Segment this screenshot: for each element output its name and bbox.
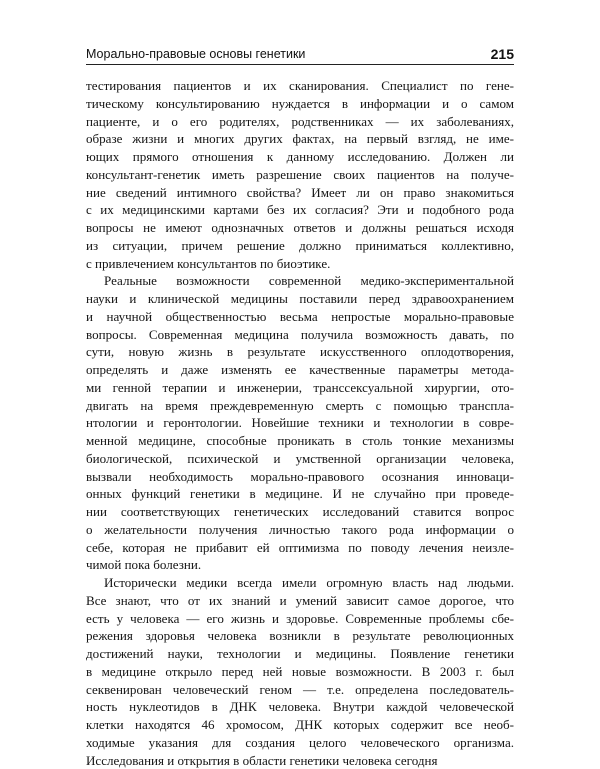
- text-line: из ситуации, причем решение должно приниматься коллективно,: [86, 237, 514, 255]
- text-line: консультант-генетик иметь разрешение своих пациентов на получе-: [86, 166, 514, 184]
- text-line: ние сведений интимного свойства? Имеет ли он право знакомиться: [86, 184, 514, 202]
- paragraph: [86, 77, 514, 272]
- text-line: Все знают, что от их знаний и умений зависит самое дорогое, что: [86, 592, 514, 610]
- text-line: о желательности получения личностью такого рода информации о: [86, 521, 514, 539]
- text-line: с их медицинскими картами без их согласия? Эти и подобного рода: [86, 201, 514, 219]
- text-line: Исторически медики всегда имели огромную власть над людьми.: [86, 574, 514, 592]
- text-line: вопросы. Современная медицина получила возможность давать, по: [86, 326, 514, 344]
- text-line: сути, новую жизнь в результате искусственного оплодотворения,: [86, 343, 514, 361]
- paragraph: [86, 272, 514, 574]
- text-line: достижений науки, технологии и медицины. Появление генетики: [86, 645, 514, 663]
- text-line: чимой пока болезни.: [86, 556, 514, 574]
- text-line: в медицине открыло перед ней новые возможности. В 2003 г. был: [86, 663, 514, 681]
- text-line: ющих прямого отношения к данному исследованию. Должен ли: [86, 148, 514, 166]
- running-head-title: Морально-правовые основы генетики: [86, 47, 305, 61]
- text-line: определять и даже изменять ее качественные параметры метода-: [86, 361, 514, 379]
- text-line: ми генной терапии и инженерии, транссексуальной хирургии, ото-: [86, 379, 514, 397]
- text-line: себе, которая не прибавит ей оптимизма по поводу лечения неизле-: [86, 539, 514, 557]
- text-line: ходимые указания для создания целого человеческого организма.: [86, 734, 514, 752]
- text-line: нтологии и геронтологии. Новейшие техники и технологии в совре-: [86, 414, 514, 432]
- paragraph: [86, 574, 514, 769]
- text-line: клетки находятся 46 хромосом, ДНК которых содержит все необ-: [86, 716, 514, 734]
- text-line: тическому консультированию нуждается в информации и о самом: [86, 95, 514, 113]
- text-line: режения здоровья человека возникли в результате революционных: [86, 627, 514, 645]
- text-line: онных функций генетики в медицине. И не случайно при проведе-: [86, 485, 514, 503]
- text-line: тестирования пациентов и их сканирования. Специалист по гене-: [86, 77, 514, 95]
- text-line: Реальные возможности современной медико-экспериментальной: [86, 272, 514, 290]
- text-line: нии соответствующих генетических исследований ставится вопрос: [86, 503, 514, 521]
- text-line: вопросы не имеют однозначных ответов и должны решаться исходя: [86, 219, 514, 237]
- page-number: 215: [491, 46, 514, 62]
- text-line: есть у человека — его жизнь и здоровье. Современные проблемы сбе-: [86, 610, 514, 628]
- text-line: пациенте, и о его родителях, родственниках — их заболеваниях,: [86, 113, 514, 131]
- text-line: биологической, психической и умственной организации человека,: [86, 450, 514, 468]
- text-line: образе жизни и многих других фактах, на первый взгляд, не име-: [86, 130, 514, 148]
- text-line: менной медицине, способные проникать в столь тонкие механизмы: [86, 432, 514, 450]
- text-line: Исследования и открытия в области генетики человека сегодня: [86, 752, 514, 769]
- text-line: секвенирован человеческий геном — т.е. определена последователь-: [86, 681, 514, 699]
- text-line: вызвали необходимость морально-правового осознания инноваци-: [86, 468, 514, 486]
- text-line: и научной общественностью весьма непростые морально-правовые: [86, 308, 514, 326]
- text-line: двигать на время преждевременную смерть с помощью транспла-: [86, 397, 514, 415]
- running-head: [86, 46, 514, 65]
- text-line: ность нуклеотидов в ДНК человека. Внутри каждой человеческой: [86, 698, 514, 716]
- body-text: [86, 77, 514, 769]
- text-line: с привлечением консультантов по биоэтике.: [86, 255, 514, 273]
- text-line: науки и клинической медицины поставили перед здравоохранением: [86, 290, 514, 308]
